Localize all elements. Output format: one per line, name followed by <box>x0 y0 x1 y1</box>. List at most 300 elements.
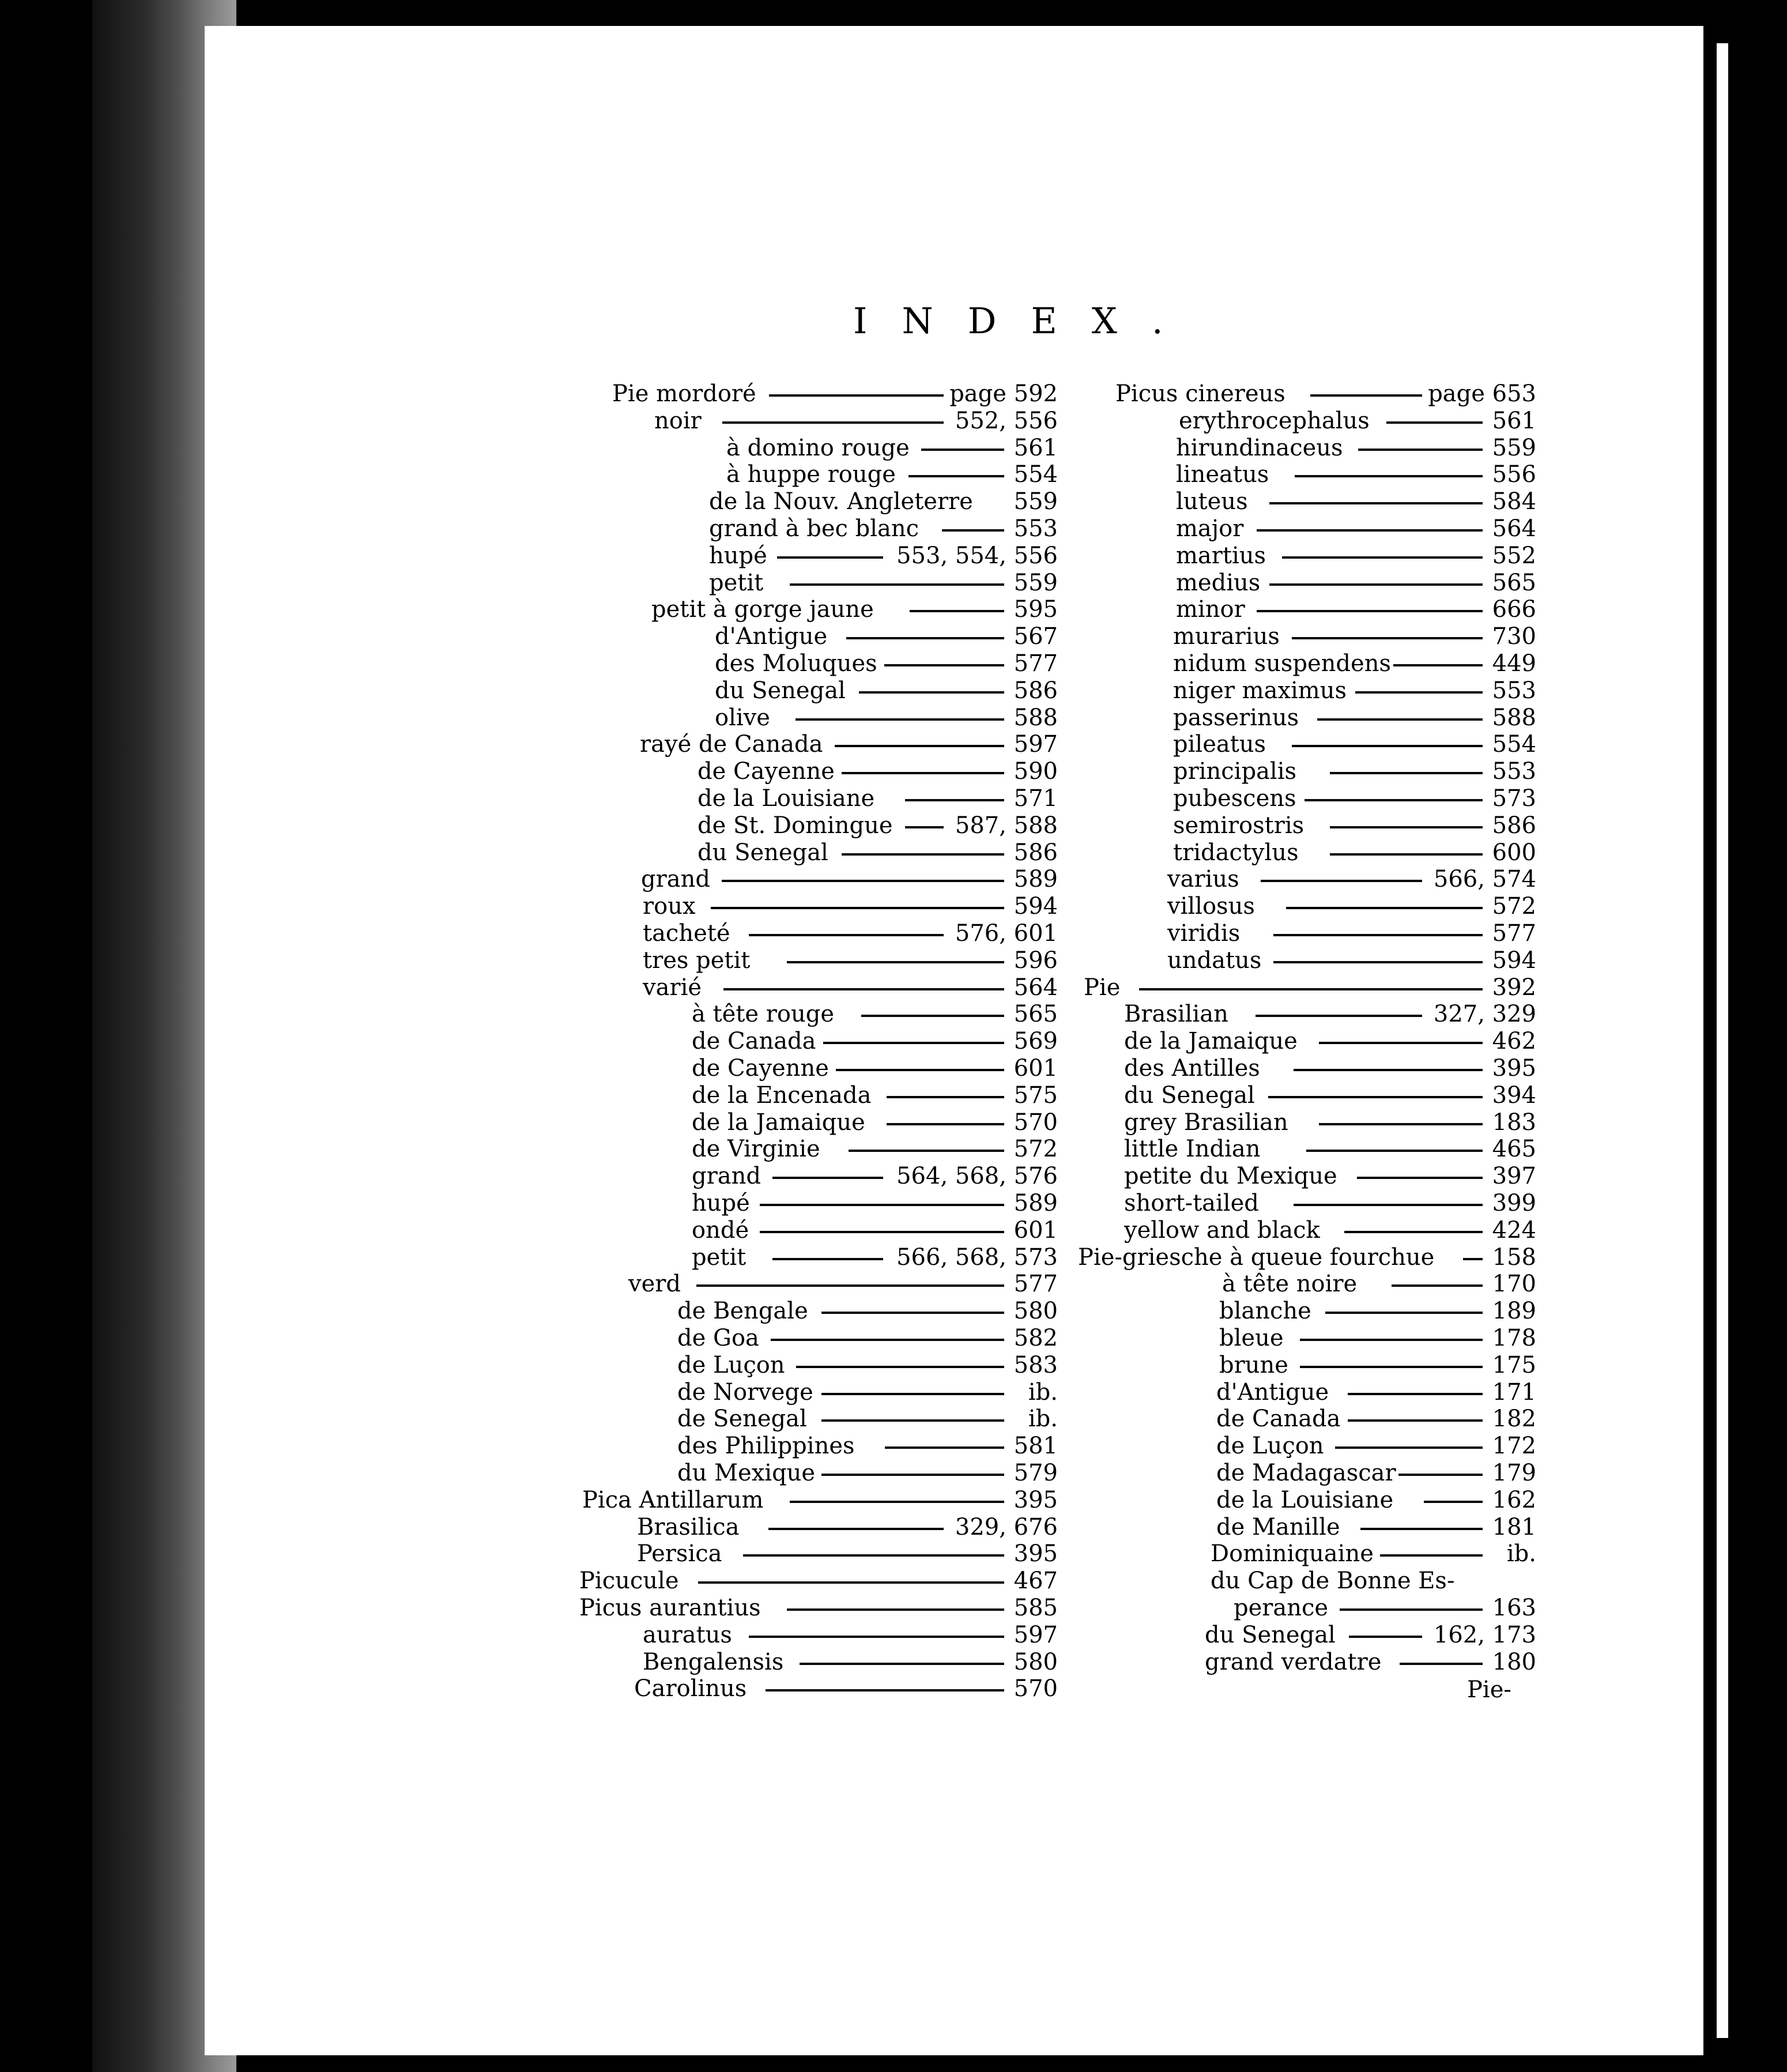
leader-rule <box>1273 934 1483 936</box>
leader-rule <box>766 1689 1004 1691</box>
leader-rule <box>1400 1663 1483 1665</box>
index-term: Pie mordoré <box>612 381 756 407</box>
leader-rule <box>905 826 944 828</box>
page-reference: 584 <box>1492 488 1536 515</box>
page-reference: 571 <box>1013 785 1058 812</box>
leader-rule <box>1386 421 1483 424</box>
index-entry <box>1173 705 1536 731</box>
index-entry <box>709 515 1058 542</box>
index-entry <box>698 839 1058 866</box>
page-reference: 556 <box>1492 461 1536 488</box>
index-entry <box>692 1109 1058 1136</box>
index-entry <box>1173 731 1536 758</box>
index-entry <box>1176 461 1536 488</box>
page-reference: 585 <box>1013 1595 1058 1621</box>
index-term: grand <box>641 866 710 893</box>
index-term: minor <box>1176 596 1245 623</box>
leader-rule <box>1325 1312 1483 1314</box>
index-entry <box>640 731 1058 758</box>
index-term: roux <box>643 893 696 920</box>
leader-rule <box>722 421 944 424</box>
index-entry <box>643 893 1058 920</box>
index-entry <box>1167 893 1536 920</box>
page-reference: 587, 588 <box>955 812 1058 839</box>
index-term: de Bengale <box>677 1298 808 1325</box>
index-entry <box>1167 920 1536 947</box>
index-term: à tête noire <box>1222 1271 1358 1298</box>
page-reference: 392 <box>1492 974 1536 1001</box>
page-reference: 566, 574 <box>1433 866 1536 893</box>
index-term: de Luçon <box>677 1351 785 1378</box>
page-reference: 189 <box>1492 1298 1536 1325</box>
index-term: ondé <box>692 1216 749 1244</box>
index-term: tacheté <box>643 920 730 947</box>
index-entry <box>677 1298 1058 1324</box>
index-entry <box>643 1649 1058 1675</box>
index-entry <box>637 1514 1058 1540</box>
page-reference: 178 <box>1492 1325 1536 1351</box>
index-entry <box>1216 1433 1536 1459</box>
page-reference: 182 <box>1492 1406 1536 1433</box>
page-reference: 553 <box>1492 758 1536 785</box>
index-term: de Canada <box>1216 1406 1341 1433</box>
index-entry <box>1173 839 1536 866</box>
index-term: Persica <box>637 1540 722 1568</box>
index-entry <box>634 1675 1058 1702</box>
leader-rule <box>1319 1042 1483 1044</box>
leader-rule <box>821 1419 1004 1422</box>
index-entry <box>698 812 1058 839</box>
leader-rule <box>1295 475 1483 477</box>
index-entry <box>1216 1487 1536 1513</box>
index-term: lineatus <box>1176 461 1269 488</box>
leader-rule <box>1268 1096 1483 1098</box>
leader-rule <box>1310 394 1422 397</box>
index-term: d'Antigue <box>1216 1378 1329 1406</box>
page-reference: 580 <box>1013 1298 1058 1325</box>
page-reference: 553 <box>1492 677 1536 704</box>
index-entry <box>1216 1460 1536 1486</box>
leader-rule <box>861 1015 1004 1017</box>
index-term: petite du Mexique <box>1124 1163 1337 1190</box>
page-reference: 467 <box>1013 1568 1058 1595</box>
leader-rule <box>823 1042 1004 1044</box>
page-reference: 601 <box>1013 1216 1058 1244</box>
index-term: erythrocephalus <box>1179 407 1370 434</box>
leader-rule <box>1319 1123 1483 1125</box>
page-reference: 162, 173 <box>1433 1621 1536 1648</box>
page-reference: 180 <box>1492 1648 1536 1675</box>
page-reference: 565 <box>1492 569 1536 596</box>
page-reference: 594 <box>1492 947 1536 974</box>
leader-rule <box>749 1636 1004 1638</box>
index-entry <box>651 596 1058 623</box>
page-reference: 601 <box>1013 1055 1058 1082</box>
index-term: auratus <box>643 1621 732 1648</box>
index-term: varié <box>643 974 702 1001</box>
index-entry <box>1124 1109 1536 1136</box>
index-term: Picus aurantius <box>579 1595 761 1621</box>
page-reference: 561 <box>1492 407 1536 434</box>
index-entry <box>582 1487 1058 1513</box>
page-reference: 462 <box>1492 1028 1536 1055</box>
page-reference: 395 <box>1013 1486 1058 1513</box>
index-term: de Canada <box>692 1028 816 1055</box>
leader-rule <box>859 691 1004 694</box>
page-reference: 589 <box>1013 866 1058 893</box>
index-term: de Cayenne <box>698 758 835 785</box>
index-entry <box>677 1352 1058 1378</box>
leader-rule <box>821 1312 1004 1314</box>
leader-rule <box>1282 556 1483 559</box>
index-entry <box>1176 543 1536 569</box>
index-term: olive <box>715 704 770 731</box>
index-term: grand à bec blanc <box>709 515 919 542</box>
leader-rule <box>796 718 1004 721</box>
catchword: Pie- <box>1467 1677 1511 1704</box>
page-reference: 564 <box>1492 515 1536 542</box>
index-entry <box>709 488 1058 515</box>
page-reference: 564 <box>1013 974 1058 1001</box>
page-reference: 179 <box>1492 1460 1536 1486</box>
index-term: nidum suspendens <box>1173 650 1391 677</box>
index-entry <box>677 1325 1058 1351</box>
page-reference: 170 <box>1492 1271 1536 1298</box>
leader-rule <box>722 880 1004 882</box>
index-entry <box>1167 866 1536 892</box>
index-entry <box>1176 488 1536 515</box>
leader-rule <box>800 1663 1004 1665</box>
leader-rule <box>1340 1608 1483 1611</box>
leader-rule <box>1300 1339 1483 1341</box>
page-reference: 566, 568, 573 <box>896 1244 1058 1271</box>
index-entry <box>643 920 1058 947</box>
page-reference: 327, 329 <box>1433 1001 1536 1028</box>
index-term: little Indian <box>1124 1136 1261 1163</box>
index-term: petit <box>709 569 764 596</box>
index-term: short-tailed <box>1124 1190 1259 1216</box>
page-reference: 163 <box>1492 1595 1536 1621</box>
index-entry <box>715 650 1058 677</box>
page-reference: 394 <box>1492 1082 1536 1109</box>
index-term: de Cayenne <box>692 1055 829 1082</box>
index-entry <box>1211 1568 1536 1594</box>
page-reference: 559 <box>1013 488 1058 515</box>
leader-rule <box>1348 1393 1483 1395</box>
page-reference: 172 <box>1492 1433 1536 1460</box>
page-reference: 567 <box>1013 623 1058 650</box>
index-term: de Goa <box>677 1325 759 1351</box>
page-reference: 175 <box>1492 1351 1536 1378</box>
leader-rule <box>1300 1366 1483 1368</box>
index-term: du Senegal <box>1124 1082 1255 1109</box>
index-entry <box>1216 1406 1536 1432</box>
index-term: grand verdatre <box>1205 1648 1382 1675</box>
index-term: pubescens <box>1173 785 1296 812</box>
page-reference: 597 <box>1013 1621 1058 1648</box>
page-reference: 589 <box>1013 1190 1058 1216</box>
index-term: pileatus <box>1173 731 1266 758</box>
leader-rule <box>1306 1150 1483 1152</box>
index-entry <box>677 1406 1058 1432</box>
leader-rule <box>1292 637 1483 639</box>
leader-rule <box>836 1069 1004 1071</box>
index-term: bleue <box>1219 1325 1284 1351</box>
index-entry <box>677 1379 1058 1406</box>
leader-rule <box>1357 1177 1483 1179</box>
index-term: Pica Antillarum <box>582 1486 764 1513</box>
index-term: semirostris <box>1173 812 1305 839</box>
index-term: hupé <box>709 542 767 569</box>
leader-rule <box>849 1150 1004 1152</box>
index-entry <box>612 381 1058 407</box>
index-entry <box>715 677 1058 704</box>
page-reference: 181 <box>1492 1513 1536 1540</box>
index-term: à domino rouge <box>726 434 910 461</box>
index-term: de la Encenada <box>692 1082 872 1109</box>
page-reference: 730 <box>1492 623 1536 650</box>
index-term: luteus <box>1176 488 1248 515</box>
leader-rule <box>1463 1258 1483 1260</box>
leader-rule <box>787 961 1004 963</box>
page-reference: 577 <box>1492 920 1536 947</box>
leader-rule <box>777 556 883 559</box>
page-reference: 583 <box>1013 1351 1058 1378</box>
page-reference: 572 <box>1492 893 1536 920</box>
index-entry <box>698 758 1058 785</box>
index-entry <box>1216 1514 1536 1540</box>
page-reference: 586 <box>1013 677 1058 704</box>
index-term: Brasilica <box>637 1513 740 1540</box>
index-term: des Moluques <box>715 650 877 677</box>
page-reference: 594 <box>1013 893 1058 920</box>
leader-rule <box>1330 853 1483 856</box>
leader-rule <box>905 799 1004 801</box>
page-reference: 580 <box>1013 1648 1058 1675</box>
leader-rule <box>1393 664 1483 666</box>
page-reference: 581 <box>1013 1433 1058 1460</box>
index-entry <box>1222 1271 1536 1297</box>
index-entry <box>1211 1540 1536 1567</box>
page-reference: 395 <box>1492 1055 1536 1082</box>
index-entry <box>1173 812 1536 839</box>
index-term: brune <box>1219 1351 1288 1378</box>
index-entry <box>677 1433 1058 1459</box>
leader-rule <box>1380 1554 1483 1557</box>
page-reference: ib. <box>1028 1378 1058 1406</box>
index-entry <box>579 1595 1058 1621</box>
index-entry <box>692 1028 1058 1054</box>
index-entry <box>698 785 1058 812</box>
index-term: à huppe rouge <box>726 461 896 488</box>
index-term: grey Brasilian <box>1124 1109 1288 1136</box>
leader-rule <box>1294 1204 1483 1206</box>
index-entry <box>692 1136 1058 1162</box>
index-term: grand <box>692 1163 761 1190</box>
index-term: major <box>1176 515 1244 542</box>
index-term: petit à gorge jaune <box>651 596 874 623</box>
page-reference: 573 <box>1492 785 1536 812</box>
leader-rule <box>1273 961 1483 963</box>
page-reference: 554 <box>1492 731 1536 758</box>
index-entry <box>641 866 1058 892</box>
index-term: du Senegal <box>715 677 846 704</box>
index-entry <box>1179 408 1536 434</box>
index-entry <box>643 974 1058 1001</box>
index-entry <box>692 1001 1058 1027</box>
leader-rule <box>743 1554 1004 1557</box>
page-reference: 588 <box>1013 704 1058 731</box>
page-reference: 586 <box>1013 839 1058 866</box>
right-page-strip <box>1717 43 1728 2038</box>
index-term: villosus <box>1167 893 1255 920</box>
index-entry <box>1219 1325 1536 1351</box>
page-reference: 572 <box>1013 1136 1058 1163</box>
index-entry <box>692 1244 1058 1271</box>
leader-rule <box>1349 1636 1422 1638</box>
index-entry <box>1205 1622 1536 1648</box>
index-term: hupé <box>692 1190 750 1216</box>
leader-rule <box>790 1501 1004 1503</box>
page-reference: 399 <box>1492 1190 1536 1216</box>
index-entry <box>1167 947 1536 974</box>
leader-rule <box>1257 610 1483 612</box>
index-term: Carolinus <box>634 1675 747 1702</box>
leader-rule <box>884 664 1004 666</box>
leader-rule <box>1330 772 1483 774</box>
leader-rule <box>1335 1446 1483 1449</box>
leader-rule <box>771 1339 1004 1341</box>
page-reference: 576, 601 <box>955 920 1058 947</box>
index-term: Brasilian <box>1124 1001 1228 1028</box>
page-reference: 579 <box>1013 1460 1058 1486</box>
leader-rule <box>1424 1501 1483 1503</box>
index-entry <box>1173 785 1536 812</box>
leader-rule <box>842 853 1004 856</box>
index-term: medius <box>1176 569 1261 596</box>
index-term: de Senegal <box>677 1406 807 1433</box>
leader-rule <box>1330 826 1483 828</box>
index-term: viridis <box>1167 920 1241 947</box>
index-term: de Luçon <box>1216 1433 1324 1460</box>
index-entry <box>579 1568 1058 1594</box>
leader-rule <box>842 772 1004 774</box>
index-term: Pie-griesche à queue fourchue <box>1078 1244 1435 1271</box>
leader-rule <box>1257 529 1483 532</box>
index-term: de la Louisiane <box>1216 1486 1394 1513</box>
page-reference: 588 <box>1492 704 1536 731</box>
page-reference: 554 <box>1013 461 1058 488</box>
index-entry <box>1124 1055 1536 1082</box>
page-reference: 582 <box>1013 1325 1058 1351</box>
index-term: varius <box>1167 866 1239 893</box>
leader-rule <box>910 610 1004 612</box>
leader-rule <box>835 745 1004 747</box>
index-term: hirundinaceus <box>1176 434 1343 461</box>
page-reference: 553 <box>1013 515 1058 542</box>
leader-rule <box>711 907 1004 909</box>
index-entry <box>654 408 1058 434</box>
index-term: Picucule <box>579 1568 679 1595</box>
leader-rule <box>885 1446 1004 1449</box>
index-entry <box>1124 1082 1536 1109</box>
index-term: du Mexique <box>677 1460 816 1486</box>
leader-rule <box>887 1096 1004 1098</box>
index-entry <box>1205 1649 1536 1675</box>
page-reference: 559 <box>1013 569 1058 596</box>
index-term: à tête rouge <box>692 1001 835 1028</box>
page-reference: 569 <box>1013 1028 1058 1055</box>
index-term: des Antilles <box>1124 1055 1260 1082</box>
page-reference: 424 <box>1492 1216 1536 1244</box>
page-reference: 596 <box>1013 947 1058 974</box>
index-entry <box>1216 1379 1536 1406</box>
index-term: yellow and black <box>1124 1216 1320 1244</box>
page-reference: 397 <box>1492 1163 1536 1190</box>
index-term: passerinus <box>1173 704 1299 731</box>
leader-rule <box>1317 718 1483 721</box>
index-entry <box>726 435 1058 461</box>
index-entry <box>692 1163 1058 1189</box>
index-term: principalis <box>1173 758 1297 785</box>
leader-rule <box>1398 1474 1483 1476</box>
leader-rule <box>821 1393 1004 1395</box>
leader-rule <box>1305 799 1483 801</box>
index-entry <box>628 1271 1058 1297</box>
page-reference: 666 <box>1492 596 1536 623</box>
index-entry <box>643 1622 1058 1648</box>
index-entry <box>1173 623 1536 650</box>
leader-rule <box>787 1608 1004 1611</box>
leader-rule <box>1392 1284 1483 1287</box>
index-term: martius <box>1176 542 1266 569</box>
index-entry <box>1173 758 1536 785</box>
page-reference: ib. <box>1028 1406 1058 1433</box>
leader-rule <box>768 1528 944 1530</box>
page-reference: 570 <box>1013 1675 1058 1702</box>
leader-rule <box>1348 1419 1483 1422</box>
page-reference: 564, 568, 576 <box>896 1163 1058 1190</box>
index-term: de Madagascar <box>1216 1460 1396 1486</box>
index-term: murarius <box>1173 623 1280 650</box>
index-entry <box>1124 1190 1536 1216</box>
page-title: INDEX. <box>853 300 1198 342</box>
index-term: Dominiquaine <box>1211 1540 1374 1568</box>
index-entry <box>1115 381 1536 407</box>
page-reference: 465 <box>1492 1136 1536 1163</box>
index-term: de la Jamaique <box>692 1109 865 1136</box>
index-entry <box>1176 596 1536 623</box>
index-term: de Manille <box>1216 1513 1340 1540</box>
leader-rule <box>821 1474 1004 1476</box>
index-term: verd <box>628 1271 681 1298</box>
index-entry <box>1124 1163 1536 1189</box>
page-reference: 158 <box>1492 1244 1536 1271</box>
page-reference: 590 <box>1013 758 1058 785</box>
leader-rule <box>772 1177 883 1179</box>
index-entry <box>715 705 1058 731</box>
leader-rule <box>1256 1015 1422 1017</box>
page-reference: 565 <box>1013 1001 1058 1028</box>
leader-rule <box>696 1284 1004 1287</box>
index-entry <box>1176 435 1536 461</box>
index-term: du Senegal <box>1205 1621 1336 1648</box>
index-term: noir <box>654 407 702 434</box>
index-term: rayé de Canada <box>640 731 823 758</box>
leader-rule <box>921 449 1004 451</box>
index-entry <box>1219 1298 1536 1324</box>
index-entry <box>1084 974 1536 1001</box>
